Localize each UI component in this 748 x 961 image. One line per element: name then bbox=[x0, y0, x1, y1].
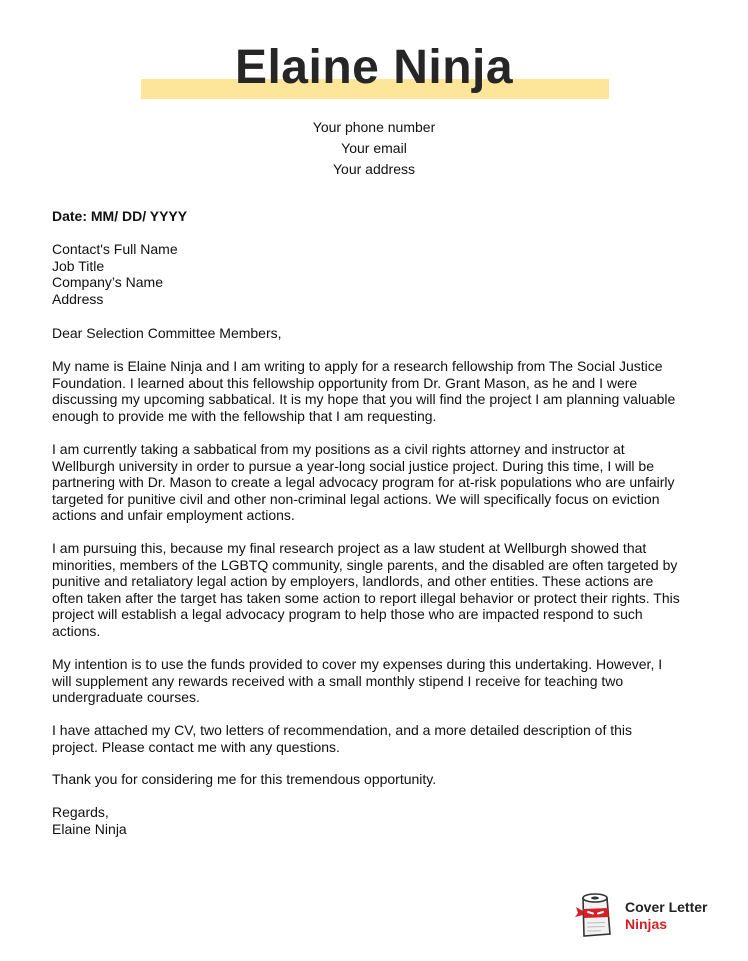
email-line: Your email bbox=[341, 140, 407, 156]
paragraph-intro bbox=[52, 358, 704, 424]
phone-line: Your phone number bbox=[312, 119, 436, 135]
paragraph-line: Wellburgh university in order to pursue a year-long social justice project. During this time, I will be bbox=[52, 457, 655, 474]
paragraph-line: minorities, members of the LGBTQ community, single parents, and the disabled are often targeted by bbox=[52, 556, 678, 573]
paragraph-attachments bbox=[52, 722, 704, 755]
paragraph-thanks bbox=[52, 771, 704, 788]
paragraph-line: actions and unfair employment actions. bbox=[52, 507, 295, 523]
recipient-block bbox=[52, 241, 704, 307]
paragraph-line: actions. bbox=[52, 622, 101, 639]
paragraph-line: will supplement any rewards received with a small monthly stipend I receive for teaching two bbox=[52, 672, 624, 689]
paragraph-line: enough to provide me with the fellowship that I am requesting. bbox=[52, 407, 437, 424]
contact-block bbox=[0, 117, 748, 180]
paragraph-line: often taken after the target has taken some action to report illegal behavior or protect their rights. This bbox=[52, 589, 680, 606]
paragraph-line: My intention is to use the funds provided to cover my expenses during this undertaking. However, I bbox=[52, 656, 663, 672]
signature-name: Elaine Ninja bbox=[52, 820, 127, 837]
paragraph-funds bbox=[52, 656, 704, 706]
logo-line-cover-letter: Cover Letter bbox=[625, 899, 708, 915]
paragraph-motivation bbox=[52, 540, 704, 639]
ninja-mascot-icon bbox=[574, 890, 618, 938]
salutation: Dear Selection Committee Members, bbox=[52, 325, 282, 341]
paragraph-line: I am pursuing this, because my final research project as a law student at Wellburgh showed that bbox=[52, 540, 647, 556]
cover-letter-ninjas-logo bbox=[574, 890, 724, 938]
letter-date: Date: MM/ DD/ YYYY bbox=[52, 208, 188, 224]
paragraph-line: Thank you for considering me for this tremendous opportunity. bbox=[52, 771, 437, 787]
paragraph-line: My name is Elaine Ninja and I am writing to apply for a research fellowship from The Social Justice bbox=[52, 358, 663, 374]
recipient-company: Company’s Name bbox=[52, 274, 164, 290]
recipient-title: Job Title bbox=[52, 257, 105, 274]
paragraph-line: discussing my upcoming sabbatical. It is my hope that you will find the project I am planning valuable bbox=[52, 391, 676, 407]
paragraph-line: project. Please contact me with any questions. bbox=[52, 738, 340, 755]
paragraph-line: targeted for punitive civil and other non-criminal legal actions. We will specifically focus on eviction bbox=[52, 490, 660, 507]
recipient-name: Contact's Full Name bbox=[52, 241, 178, 257]
paragraph-line: project will establish a legal advocacy program to help those who are impacted respond to such bbox=[52, 606, 643, 622]
paragraph-line: Foundation. I learned about this fellowship opportunity from Dr. Grant Mason, as he and I were bbox=[52, 374, 638, 391]
closing-text: Regards, bbox=[52, 804, 109, 820]
applicant-name: Elaine Ninja bbox=[234, 41, 514, 94]
logo-line-ninjas: Ninjas bbox=[625, 916, 668, 932]
paragraph-line: I have attached my CV, two letters of recommendation, and a more detailed description of this bbox=[52, 722, 633, 738]
address-line: Your address bbox=[333, 161, 415, 177]
logo-text bbox=[625, 899, 707, 933]
paragraph-line: partnering with Dr. Mason to create a legal advocacy program for at-risk populations who are unfairly bbox=[52, 474, 675, 490]
closing-block bbox=[52, 804, 704, 837]
paragraph-sabbatical bbox=[52, 441, 704, 524]
recipient-address: Address bbox=[52, 290, 104, 307]
paragraph-line: punitive and retaliatory legal action by employers, landlords, and other entities. These actions are bbox=[52, 573, 654, 589]
paragraph-line: I am currently taking a sabbatical from my positions as a civil rights attorney and instructor at bbox=[52, 441, 625, 457]
paragraph-line: undergraduate courses. bbox=[52, 689, 200, 705]
